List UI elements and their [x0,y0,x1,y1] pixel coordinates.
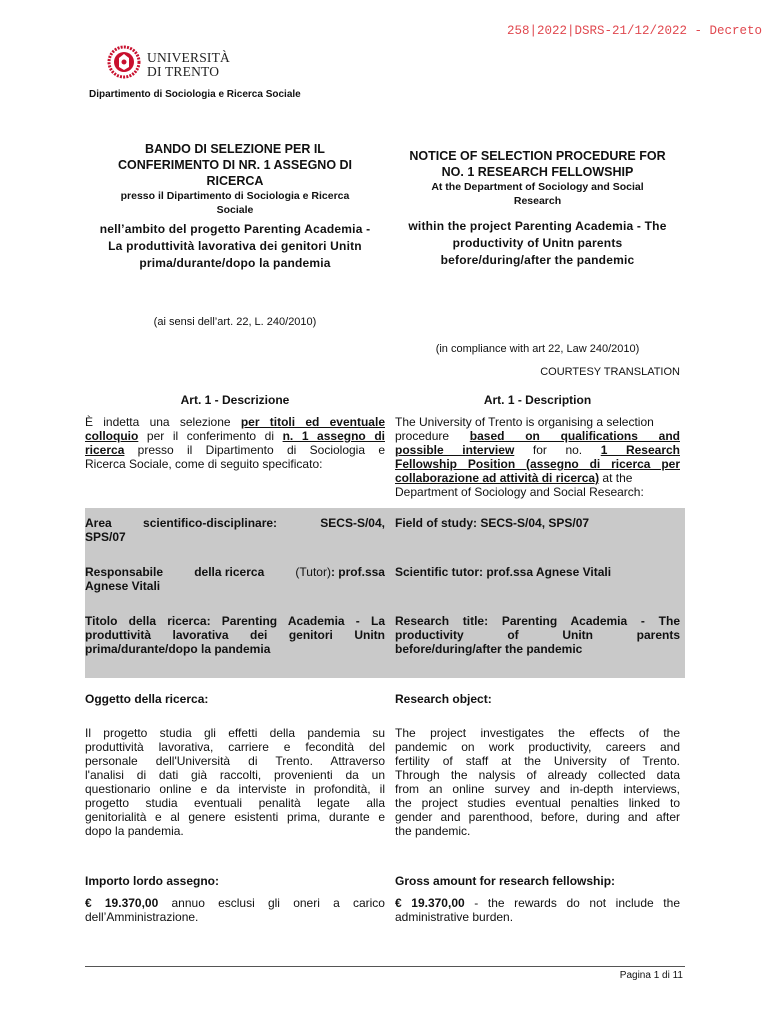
university-logo [107,44,237,84]
en-scientific-tutor: Scientific tutor: prof.ssa Agnese Vitali [395,565,612,579]
en-research-title: Research title: Parenting Academia - The productivity of Unitn parents before/during/after the pandemic [395,614,680,656]
it-description: È indetta una selezione per titoli ed eventuale colloquio per il conferimento di n. 1 assegno di ricerca presso il Dipartimento di Sociologia e Ricerca Sociale, come di seguito specificato: [85,415,385,471]
it-article-heading: Art. 1 - Descrizione [180,393,290,407]
en-field-of-study: Field of study: SECS-S/04, SPS/07 [395,516,590,530]
it-tutor-field: Responsabile della ricerca (Tutor): prof.ssa Agnese Vitali [85,565,385,593]
it-object-heading: Oggetto della ricerca: [85,692,209,706]
protocol-stamp: 258|2022|DSRS-21/12/2022 - Decreto [506,24,762,38]
it-amount-heading: Importo lordo assegno: [85,874,220,888]
university-seal-icon [107,44,141,80]
it-amount-text: € 19.370,00 annuo esclusi gli oneri a carico dell’Amministrazione. [85,896,385,924]
en-article-heading: Art. 1 - Description [483,393,592,407]
it-area-field: Area scientifico-disciplinare: SECS-S/04, SPS/07 [85,516,385,544]
it-title-block [85,141,385,272]
it-project: nell’ambito del progetto Parenting Academia - [99,222,371,236]
university-name: UNIVERSITÀ DI TRENTO [147,50,230,79]
en-project: productivity of Unitn parents [452,236,623,250]
it-title-line: BANDO DI SELEZIONE PER IL [145,142,325,156]
en-title-line: NO. 1 RESEARCH FELLOWSHIP [441,165,634,179]
it-research-title: Titolo della ricerca: Parenting Academia - La produttività lavorativa dei genitori Unitn prima/durante/dopo la pandemia [85,614,385,656]
en-amount-text: € 19.370,00 - the rewards do not include the administrative burden. [395,896,680,924]
en-amount-heading: Gross amount for research fellowship: [395,874,616,888]
en-description: The University of Trento is organising a selection procedure based on qualifications and possible interview for no. 1 Research Fellowship Position (assegno di ricerca per collaborazione ad attività di ricerca) at the Department of Sociology and Social Research: [395,415,680,499]
en-object-text: The project investigates the effects of the pandemic on work productivity, careers and fertility of staff at the University of Trento. Through the nalysis of already collected data from an online survey and in-depth interviews, the project studies eventual penalties linked to gender and parenthood, before, during and after the pandemic. [395,726,680,838]
it-object-text: Il progetto studia gli effetti della pandemia su produttività lavorativa, carriere e fecondità del personale dell'Università di Trento. Attraverso l'analisi di dati già raccolti, provenienti da un questionario online e da interviste in profondità, il progetto studia eventuali penalità legate alla genitorialità e al genere esistenti prima, durante e dopo la pandemia. [85,726,385,838]
en-title-line: NOTICE OF SELECTION PROCEDURE FOR [409,149,666,163]
footer-divider [85,966,685,967]
it-title-line: RICERCA [206,174,264,188]
it-title-line: CONFERIMENTO DI NR. 1 ASSEGNO DI [117,158,353,172]
it-project: prima/durante/dopo la pandemia [139,256,331,270]
page-number: Pagina 1 di 11 [619,970,683,981]
en-title-block [395,148,680,269]
en-project: before/during/after the pandemic [440,253,635,267]
en-subtitle: Research [513,195,562,207]
it-law-reference: (ai sensi dell’art. 22, L. 240/2010) [153,316,317,328]
it-project: La produttività lavorativa dei genitori Unitn [108,239,362,253]
en-object-heading: Research object: [395,692,492,706]
courtesy-translation-label: COURTESY TRANSLATION [540,366,680,378]
department-name: Dipartimento di Sociologia e Ricerca Sociale [89,89,301,100]
en-project: within the project Parenting Academia - The [408,219,667,233]
en-subtitle: At the Department of Sociology and Social [431,181,644,193]
it-subtitle: presso il Dipartimento di Sociologia e Ricerca [120,190,350,202]
it-subtitle: Sociale [216,204,254,216]
en-law-reference: (in compliance with art 22, Law 240/2010) [435,343,640,355]
